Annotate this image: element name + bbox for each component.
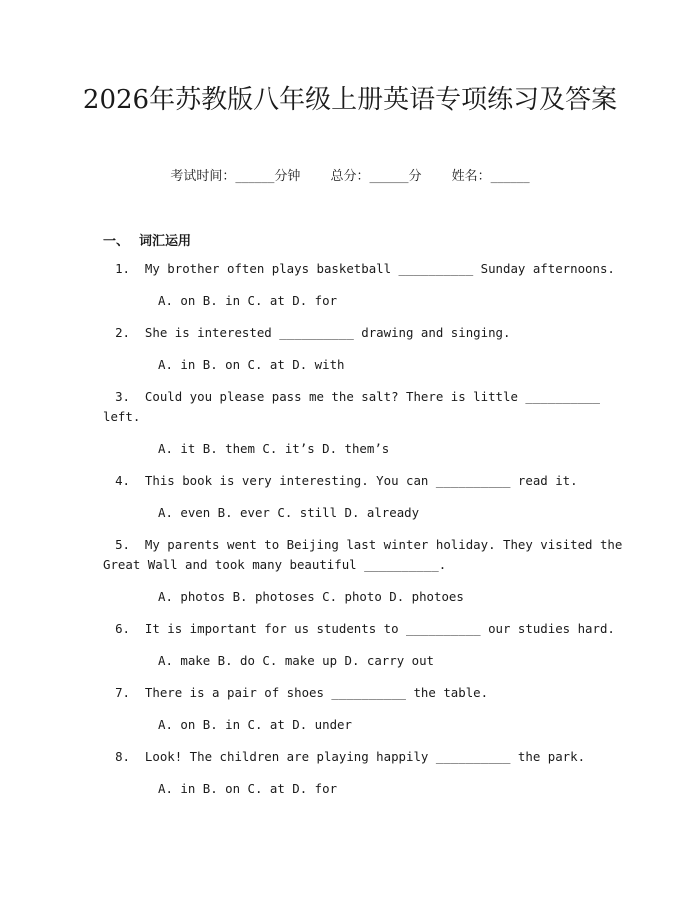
question-number: 1. <box>115 261 130 276</box>
question-text: My brother often plays basketball __________ Sunday afternoons. <box>144 261 615 276</box>
question-4 <box>103 471 578 491</box>
question-text: This book is very interesting. You can __________ read it. <box>144 473 578 488</box>
exam-name: 姓名：______ <box>451 169 530 184</box>
question-text: My parents went to Beijing last winter holiday. They visited the <box>144 537 623 552</box>
question-text: Could you please pass me the salt? There is little __________ <box>144 389 600 404</box>
question-2-options: A. in B. on C. at D. with <box>158 357 345 372</box>
question-7 <box>103 683 488 703</box>
question-number: 6. <box>115 621 130 636</box>
question-8 <box>103 747 585 767</box>
question-number: 5. <box>115 537 130 552</box>
question-number: 3. <box>115 389 130 404</box>
question-3-options: A. it B. them C. it’s D. them’s <box>158 441 390 456</box>
section-title: 词汇运用 <box>139 234 192 249</box>
question-1 <box>103 259 615 279</box>
question-7-options: A. on B. in C. at D. under <box>158 717 352 732</box>
document-title: 2026年苏教版八年级上册英语专项练习及答案 <box>82 85 618 115</box>
section-number: 一、 <box>103 234 130 249</box>
question-8-options: A. in B. on C. at D. for <box>158 781 338 796</box>
question-number: 7. <box>115 685 130 700</box>
question-6-options: A. make B. do C. make up D. carry out <box>158 653 435 668</box>
question-text: Look! The children are playing happily __________ the park. <box>144 749 586 764</box>
question-5-options: A. photos B. photoses C. photo D. photoes <box>158 589 464 604</box>
question-2 <box>103 323 510 343</box>
question-1-options: A. on B. in C. at D. for <box>158 293 338 308</box>
question-6 <box>103 619 615 639</box>
question-number: 2. <box>115 325 130 340</box>
exam-score: 总分：______分 <box>330 169 422 184</box>
question-text: It is important for us students to __________ our studies hard. <box>144 621 615 636</box>
question-text: There is a pair of shoes __________ the table. <box>144 685 489 700</box>
exam-meta <box>0 168 700 186</box>
question-5-continuation: Great Wall and took many beautiful __________. <box>103 557 447 572</box>
question-5 <box>103 535 622 555</box>
question-3-continuation: left. <box>103 409 141 424</box>
question-number: 8. <box>115 749 130 764</box>
question-3 <box>103 387 600 407</box>
exam-time: 考试时间：______分钟 <box>170 169 301 184</box>
question-number: 4. <box>115 473 130 488</box>
question-text: She is interested __________ drawing and singing. <box>144 325 511 340</box>
section-heading <box>103 230 191 249</box>
question-4-options: A. even B. ever C. still D. already <box>158 505 420 520</box>
